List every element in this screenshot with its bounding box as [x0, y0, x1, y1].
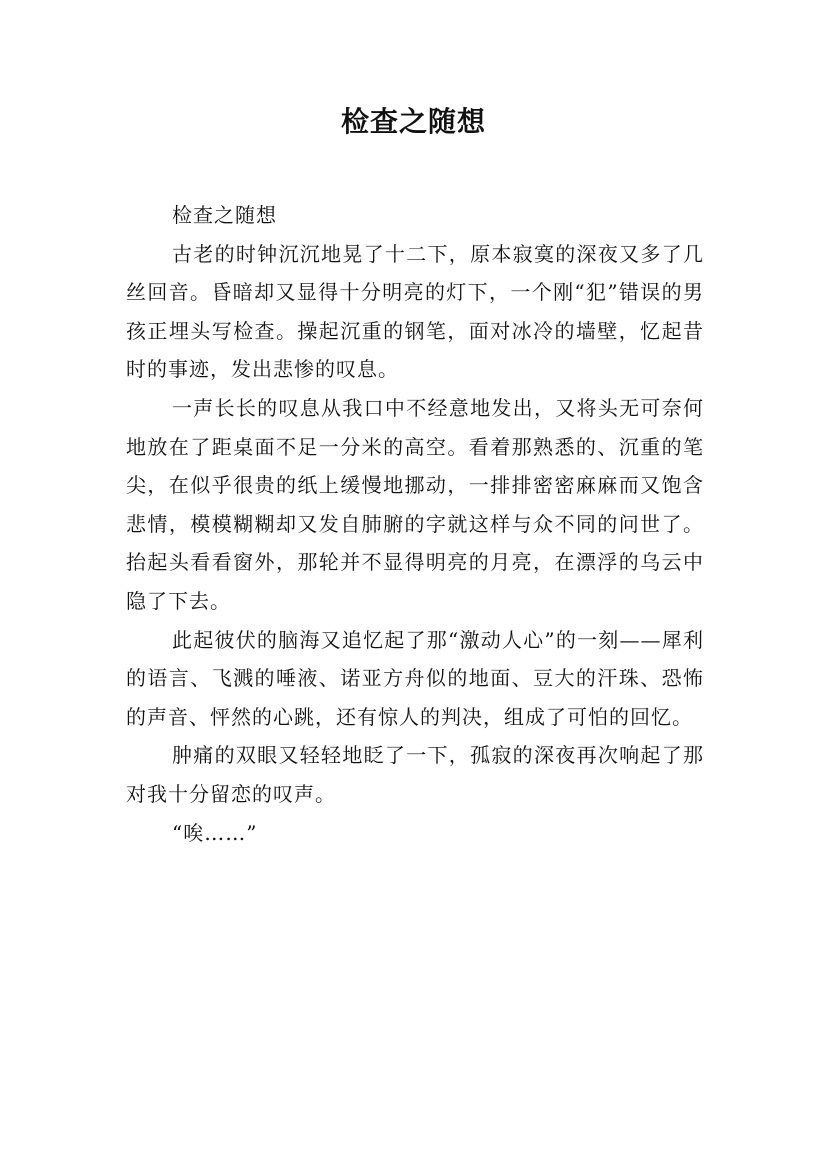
paragraph: 古老的时钟沉沉地晃了十二下，原本寂寞的深夜又多了几丝回音。昏暗却又显得十分明亮的灯下，一个刚“犯”错误的男孩正埋头写检查。操起沉重的钢笔，面对冰冷的墙壁，忆起昔时的事迹，发出悲惨的叹息。 [126, 241, 704, 382]
paragraph: 肿痛的双眼又轻轻地眨了一下，孤寂的深夜再次响起了那对我十分留恋的叹声。 [126, 743, 704, 806]
document-body [126, 196, 704, 852]
paragraph: 一声长长的叹息从我口中不经意地发出，又将头无可奈何地放在了距桌面不足一分米的高空。看着那熟悉的、沉重的笔尖，在似乎很贵的纸上缓慢地挪动，一排排密密麻麻而又饱含悲情，模模糊糊却又发自肺腑的字就这样与众不同的问世了。抬起头看看窗外，那轮并不显得明亮的月亮，在漂浮的乌云中隐了下去。 [126, 395, 704, 613]
paragraph: 此起彼伏的脑海又追忆起了那“激动人心”的一刻——犀利的语言、飞溅的唾液、诺亚方舟似的地面、豆大的汗珠、恐怖的声音、怦然的心跳，还有惊人的判决，组成了可怕的回忆。 [126, 627, 704, 729]
document-title: 检查之随想 [340, 105, 486, 138]
paragraph-closing-sigh: “唉……” [172, 820, 258, 845]
paragraph-subtitle: 检查之随想 [172, 203, 277, 227]
